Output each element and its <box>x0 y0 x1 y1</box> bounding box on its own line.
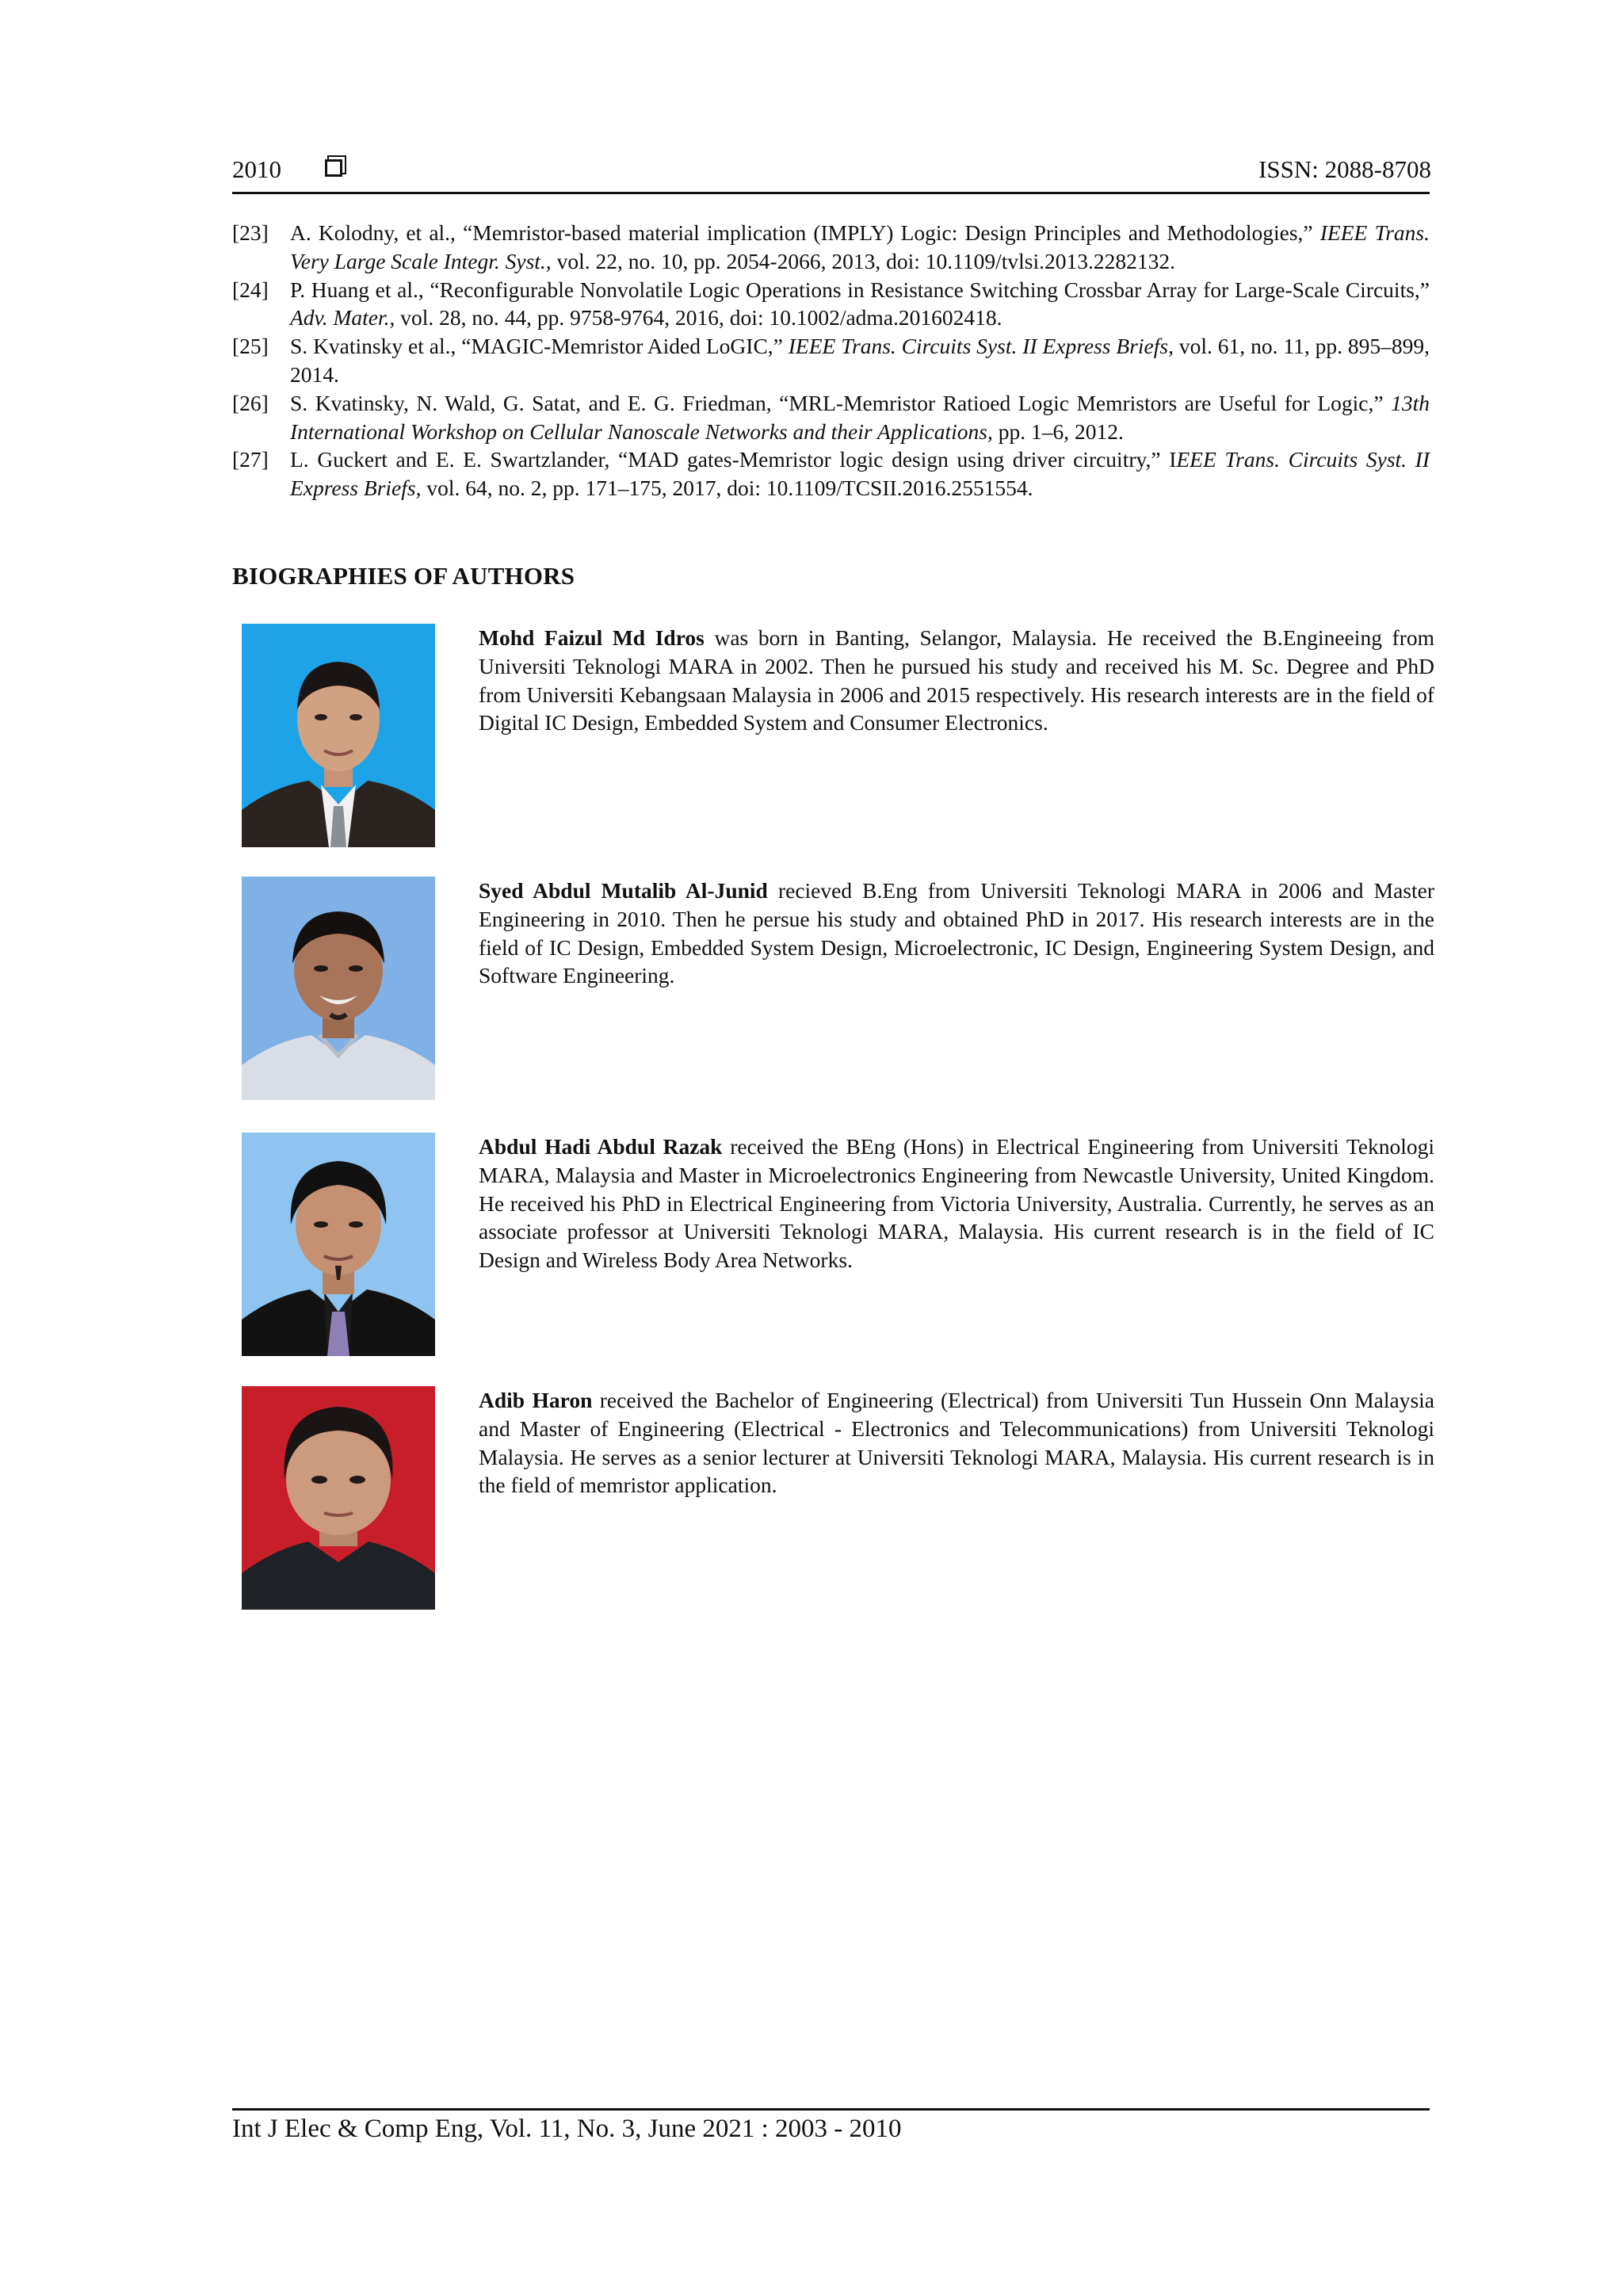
page-number: 2010 <box>232 155 281 183</box>
author-photo <box>242 1133 435 1356</box>
biography-body: recieved B.Eng from Universiti Teknologi MARA in 2006 and Master Engineering in 2010. Then he persue his study and obtained PhD in 2017. His research interests are in the field of IC Design, Embedded System Design, Microelectronic, IC Design, Engineering System Design, and Software Engineering. <box>479 878 1434 988</box>
reference-item <box>232 219 1430 276</box>
section-title: BIOGRAPHIES OF AUTHORS <box>232 562 575 590</box>
reference-number: [25] <box>232 334 269 359</box>
reference-number: [24] <box>232 277 269 302</box>
biography-text <box>479 624 1434 737</box>
reference-list <box>232 219 1430 502</box>
author-name: Adib Haron <box>479 1388 593 1412</box>
reference-item <box>232 332 1430 389</box>
reference-venue: Adv. Mater., <box>290 305 395 330</box>
reference-details: vol. 28, no. 44, pp. 9758-9764, 2016, doi: 10.1002/adma.201602418. <box>395 305 1002 330</box>
reference-number: [23] <box>232 220 269 245</box>
author-photo <box>242 877 435 1100</box>
reference-text: L. Guckert and E. E. Swartzlander, “MAD gates-Memristor logic design using driver circuitry,” I <box>290 447 1177 472</box>
reference-item <box>232 445 1430 502</box>
reference-details: vol. 22, no. 10, pp. 2054-2066, 2013, doi: 10.1109/tvlsi.2013.2282132. <box>551 248 1176 273</box>
reference-item <box>232 389 1430 446</box>
reference-text: P. Huang et al., “Reconfigurable Nonvolatile Logic Operations in Resistance Switching Crossbar Array for Large-Scale Circuits,” <box>290 277 1430 302</box>
biography-text <box>479 1133 1434 1274</box>
author-name: Mohd Faizul Md Idros <box>479 625 705 650</box>
journal-footer: Int J Elec & Comp Eng, Vol. 11, No. 3, June 2021 : 2003 - 2010 <box>232 2115 902 2143</box>
reference-number: [26] <box>232 390 269 415</box>
square-bullet-icon <box>325 159 342 177</box>
reference-venue: 13th International Workshop on Cellular Nanoscale Networks and their Applications, <box>290 390 1430 444</box>
reference-text: A. Kolodny, et al., “Memristor-based material implication (IMPLY) Logic: Design Principles and Methodologies,” <box>290 220 1320 245</box>
biography-body: received the BEng (Hons) in Electrical Engineering from Universiti Teknologi MARA, Malaysia and Master in Microelectronics Engineering from Newcastle University, United Kingdom. He received his PhD in Electrical Engineering from Victoria University, Australia. Currently, he serves as an associate professor at Universiti Teknologi MARA, Malaysia. His current research is in the field of IC Design and Wireless Body Area Networks. <box>479 1134 1434 1273</box>
author-name: Abdul Hadi Abdul Razak <box>479 1134 723 1159</box>
reference-text: S. Kvatinsky et al., “MAGIC-Memristor Aided LoGIC,” <box>290 334 789 359</box>
author-photo <box>242 1386 435 1610</box>
reference-text: S. Kvatinsky, N. Wald, G. Satat, and E. G. Friedman, “MRL-Memristor Ratioed Logic Memristors are Useful for Logic,” <box>290 390 1392 415</box>
portrait-icon <box>242 1386 435 1610</box>
header-rule <box>232 192 1430 194</box>
biography-text <box>479 877 1434 990</box>
author-name: Syed Abdul Mutalib Al-Junid <box>479 878 768 903</box>
biography-body: received the Bachelor of Engineering (Electrical) from Universiti Tun Hussein Onn Malaysia and Master of Engineering (Electrical - Electronics and Telecommunications) from Universiti Teknologi Malaysia. He serves as a senior lecturer at Universiti Teknologi MARA, Malaysia. His current research is in the field of memristor application. <box>479 1388 1434 1498</box>
author-photo <box>242 624 435 847</box>
reference-details: pp. 1–6, 2012. <box>992 418 1124 444</box>
reference-venue: EEE Trans. Circuits Syst. II Express Briefs, <box>290 447 1430 501</box>
reference-venue: IEEE Trans. Circuits Syst. II Express Briefs, <box>788 334 1174 359</box>
biography-body: was born in Banting, Selangor, Malaysia. He received the B.Engineeing from Universiti Teknologi MARA in 2002. Then he pursued his study and received his M. Sc. Degree and PhD from Universiti Kebangsaan Malaysia in 2006 and 2015 respectively. His research interests are in the field of Digital IC Design, Embedded System and Consumer Electronics. <box>479 625 1435 735</box>
portrait-icon <box>242 1133 435 1356</box>
reference-details: vol. 61, no. 11, pp. 895–899, 2014. <box>290 334 1430 387</box>
reference-number: [27] <box>232 447 269 472</box>
issn: ISSN: 2088-8708 <box>1258 155 1431 183</box>
footer-rule <box>232 2108 1430 2111</box>
reference-item <box>232 276 1430 333</box>
portrait-icon <box>242 624 435 847</box>
portrait-icon <box>242 877 435 1100</box>
reference-venue: IEEE Trans. Very Large Scale Integr. Syst., <box>290 220 1430 273</box>
biography-text <box>479 1386 1434 1499</box>
reference-details: vol. 64, no. 2, pp. 171–175, 2017, doi: 10.1109/TCSII.2016.2551554. <box>421 476 1033 501</box>
